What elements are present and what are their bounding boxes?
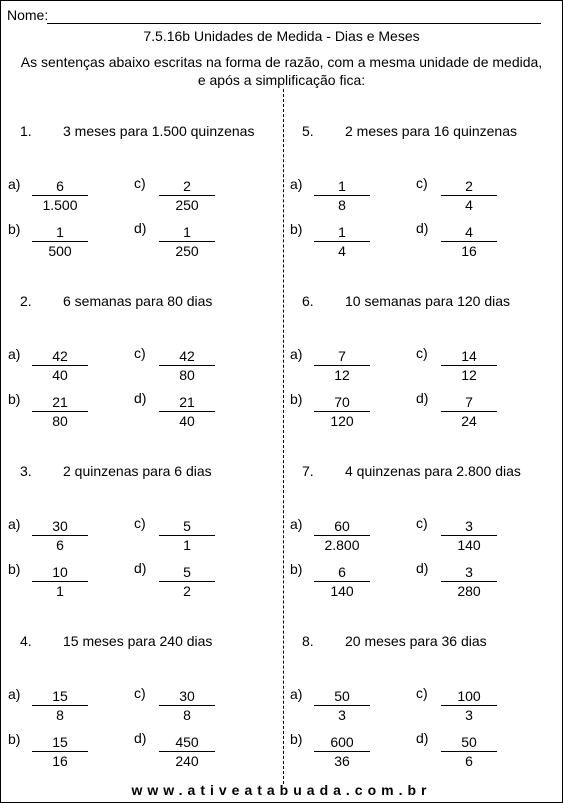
problem-2 xyxy=(283,123,563,283)
fraction-denominator: 1 xyxy=(183,537,191,553)
option-fraction xyxy=(159,177,215,214)
problem-heading xyxy=(1,293,281,313)
fraction-numerator: 70 xyxy=(334,394,350,410)
fraction-denominator: 140 xyxy=(330,583,354,599)
fraction-numerator: 1 xyxy=(338,178,346,194)
option-fraction xyxy=(314,563,370,600)
fraction-numerator: 21 xyxy=(52,394,68,410)
problem-number: 3. xyxy=(20,463,32,479)
option-letter[interactable]: a) xyxy=(290,346,303,362)
problem-heading xyxy=(283,123,563,143)
problem-4 xyxy=(283,293,563,453)
option-fraction xyxy=(441,347,497,384)
problem-1 xyxy=(1,123,281,283)
footer-website: www.ativeatabuada.com.br xyxy=(131,782,432,798)
option-letter[interactable]: a) xyxy=(290,686,303,702)
option-letter[interactable]: d) xyxy=(416,560,429,576)
fraction-numerator: 50 xyxy=(461,734,477,750)
problem-heading xyxy=(283,293,563,313)
fraction-denominator: 8 xyxy=(338,197,346,213)
problem-statement: 20 meses para 36 dias xyxy=(345,633,487,649)
problem-heading xyxy=(1,633,281,653)
fraction-numerator: 50 xyxy=(334,688,350,704)
instruction-line-2: e após a simplificação fica: xyxy=(197,72,366,88)
fraction-denominator: 500 xyxy=(48,243,72,259)
option-letter[interactable]: a) xyxy=(290,516,303,532)
option-fraction xyxy=(159,393,215,430)
option-fraction xyxy=(441,517,497,554)
fraction-numerator: 60 xyxy=(334,518,350,534)
fraction-numerator: 21 xyxy=(179,394,195,410)
option-fraction xyxy=(159,517,215,554)
fraction-numerator: 450 xyxy=(175,734,199,750)
fraction-numerator: 42 xyxy=(179,348,195,364)
problem-statement: 6 semanas para 80 dias xyxy=(63,293,213,309)
option-letter[interactable]: b) xyxy=(8,221,21,237)
fraction-denominator: 36 xyxy=(334,753,350,769)
option-letter[interactable]: c) xyxy=(134,685,146,701)
fraction-denominator: 250 xyxy=(175,243,199,259)
fraction-numerator: 6 xyxy=(56,178,64,194)
fraction-numerator: 7 xyxy=(338,348,346,364)
fraction-numerator: 600 xyxy=(330,734,354,750)
fraction-numerator: 5 xyxy=(183,564,191,580)
problem-5 xyxy=(1,463,281,623)
fraction-numerator: 14 xyxy=(461,348,477,364)
problem-statement: 10 semanas para 120 dias xyxy=(345,293,510,309)
fraction-numerator: 5 xyxy=(183,518,191,534)
option-fraction xyxy=(314,393,370,430)
option-letter[interactable]: b) xyxy=(290,561,303,577)
option-letter[interactable]: a) xyxy=(8,686,21,702)
fraction-numerator: 3 xyxy=(465,518,473,534)
fraction-denominator: 3 xyxy=(338,707,346,723)
fraction-numerator: 30 xyxy=(52,518,68,534)
option-fraction xyxy=(32,347,88,384)
problem-number: 5. xyxy=(302,123,314,139)
worksheet-title: 7.5.16b Unidades de Medida - Dias e Meses xyxy=(143,28,420,44)
fraction-denominator: 4 xyxy=(465,197,473,213)
name-write-line xyxy=(47,23,541,24)
option-fraction xyxy=(32,733,88,770)
option-fraction xyxy=(314,223,370,260)
fraction-numerator: 6 xyxy=(338,564,346,580)
problem-number: 2. xyxy=(20,293,32,309)
fraction-numerator: 30 xyxy=(179,688,195,704)
option-fraction xyxy=(159,733,215,770)
problem-statement: 15 meses para 240 dias xyxy=(63,633,213,649)
fraction-denominator: 2 xyxy=(183,583,191,599)
option-letter[interactable]: d) xyxy=(134,390,147,406)
problem-statement: 4 quinzenas para 2.800 dias xyxy=(345,463,521,479)
option-letter[interactable]: b) xyxy=(8,561,21,577)
problem-statement: 2 meses para 16 quinzenas xyxy=(345,123,517,139)
fraction-numerator: 10 xyxy=(52,564,68,580)
option-fraction xyxy=(159,347,215,384)
fraction-numerator: 2 xyxy=(183,178,191,194)
option-letter[interactable]: c) xyxy=(416,515,428,531)
option-letter[interactable]: a) xyxy=(8,516,21,532)
fraction-denominator: 2.800 xyxy=(324,537,360,553)
fraction-numerator: 1 xyxy=(338,224,346,240)
option-fraction xyxy=(32,517,88,554)
problem-number: 1. xyxy=(20,123,32,139)
fraction-denominator: 6 xyxy=(465,753,473,769)
option-letter[interactable]: d) xyxy=(134,560,147,576)
option-fraction xyxy=(314,347,370,384)
fraction-numerator: 2 xyxy=(465,178,473,194)
option-letter[interactable]: b) xyxy=(290,221,303,237)
fraction-denominator: 1 xyxy=(56,583,64,599)
option-letter[interactable]: c) xyxy=(134,345,146,361)
option-fraction xyxy=(441,563,497,600)
option-fraction xyxy=(441,687,497,724)
instruction-line-1: As sentenças abaixo escritas na forma de razão, com a mesma unidade de medida, xyxy=(20,54,543,70)
fraction-denominator: 140 xyxy=(457,537,481,553)
option-letter[interactable]: c) xyxy=(416,175,428,191)
option-fraction xyxy=(159,687,215,724)
option-fraction xyxy=(159,563,215,600)
option-letter[interactable]: d) xyxy=(134,730,147,746)
fraction-denominator: 240 xyxy=(175,753,199,769)
fraction-denominator: 40 xyxy=(52,367,68,383)
fraction-numerator: 100 xyxy=(457,688,481,704)
option-letter[interactable]: d) xyxy=(416,220,429,236)
problem-statement: 2 quinzenas para 6 dias xyxy=(63,463,212,479)
fraction-denominator: 120 xyxy=(330,413,354,429)
problem-number: 4. xyxy=(20,633,32,649)
problem-8 xyxy=(283,633,563,793)
option-letter[interactable]: c) xyxy=(416,345,428,361)
option-fraction xyxy=(159,223,215,260)
option-fraction xyxy=(441,393,497,430)
option-fraction xyxy=(32,687,88,724)
option-fraction xyxy=(314,687,370,724)
fraction-denominator: 80 xyxy=(52,413,68,429)
problem-number: 6. xyxy=(302,293,314,309)
problem-7 xyxy=(1,633,281,793)
fraction-denominator: 8 xyxy=(183,707,191,723)
fraction-numerator: 15 xyxy=(52,688,68,704)
option-fraction xyxy=(441,733,497,770)
problem-6 xyxy=(283,463,563,623)
option-letter[interactable]: d) xyxy=(416,390,429,406)
fraction-denominator: 16 xyxy=(52,753,68,769)
fraction-numerator: 42 xyxy=(52,348,68,364)
fraction-denominator: 24 xyxy=(461,413,477,429)
option-fraction xyxy=(314,517,370,554)
fraction-numerator: 3 xyxy=(465,564,473,580)
option-letter[interactable]: a) xyxy=(8,176,21,192)
option-letter[interactable]: c) xyxy=(134,515,146,531)
fraction-denominator: 80 xyxy=(179,367,195,383)
fraction-denominator: 12 xyxy=(334,367,350,383)
fraction-numerator: 15 xyxy=(52,734,68,750)
fraction-denominator: 8 xyxy=(56,707,64,723)
fraction-denominator: 6 xyxy=(56,537,64,553)
option-fraction xyxy=(32,177,88,214)
option-letter[interactable]: d) xyxy=(134,220,147,236)
option-fraction xyxy=(32,563,88,600)
option-fraction xyxy=(32,223,88,260)
fraction-denominator: 3 xyxy=(465,707,473,723)
fraction-denominator: 280 xyxy=(457,583,481,599)
option-letter[interactable]: c) xyxy=(134,175,146,191)
option-fraction xyxy=(314,733,370,770)
fraction-numerator: 7 xyxy=(465,394,473,410)
option-letter[interactable]: b) xyxy=(8,731,21,747)
fraction-denominator: 1.500 xyxy=(42,197,78,213)
option-letter[interactable]: b) xyxy=(8,391,21,407)
option-fraction xyxy=(441,177,497,214)
problem-heading xyxy=(283,463,563,483)
option-letter[interactable]: a) xyxy=(290,176,303,192)
option-letter[interactable]: d) xyxy=(416,730,429,746)
fraction-numerator: 1 xyxy=(56,224,64,240)
fraction-numerator: 4 xyxy=(465,224,473,240)
fraction-numerator: 1 xyxy=(183,224,191,240)
option-fraction xyxy=(32,393,88,430)
fraction-denominator: 12 xyxy=(461,367,477,383)
problem-statement: 3 meses para 1.500 quinzenas xyxy=(63,123,255,139)
instructions xyxy=(1,53,562,89)
option-fraction xyxy=(441,223,497,260)
problem-number: 8. xyxy=(302,633,314,649)
option-fraction xyxy=(314,177,370,214)
option-letter[interactable]: c) xyxy=(416,685,428,701)
option-letter[interactable]: b) xyxy=(290,731,303,747)
fraction-denominator: 4 xyxy=(338,243,346,259)
problem-heading xyxy=(1,123,281,143)
option-letter[interactable]: b) xyxy=(290,391,303,407)
problem-heading xyxy=(1,463,281,483)
problem-number: 7. xyxy=(302,463,314,479)
fraction-denominator: 16 xyxy=(461,243,477,259)
fraction-denominator: 250 xyxy=(175,197,199,213)
problem-heading xyxy=(283,633,563,653)
problem-3 xyxy=(1,293,281,453)
option-letter[interactable]: a) xyxy=(8,346,21,362)
name-label: Nome: xyxy=(7,7,49,23)
fraction-denominator: 40 xyxy=(179,413,195,429)
